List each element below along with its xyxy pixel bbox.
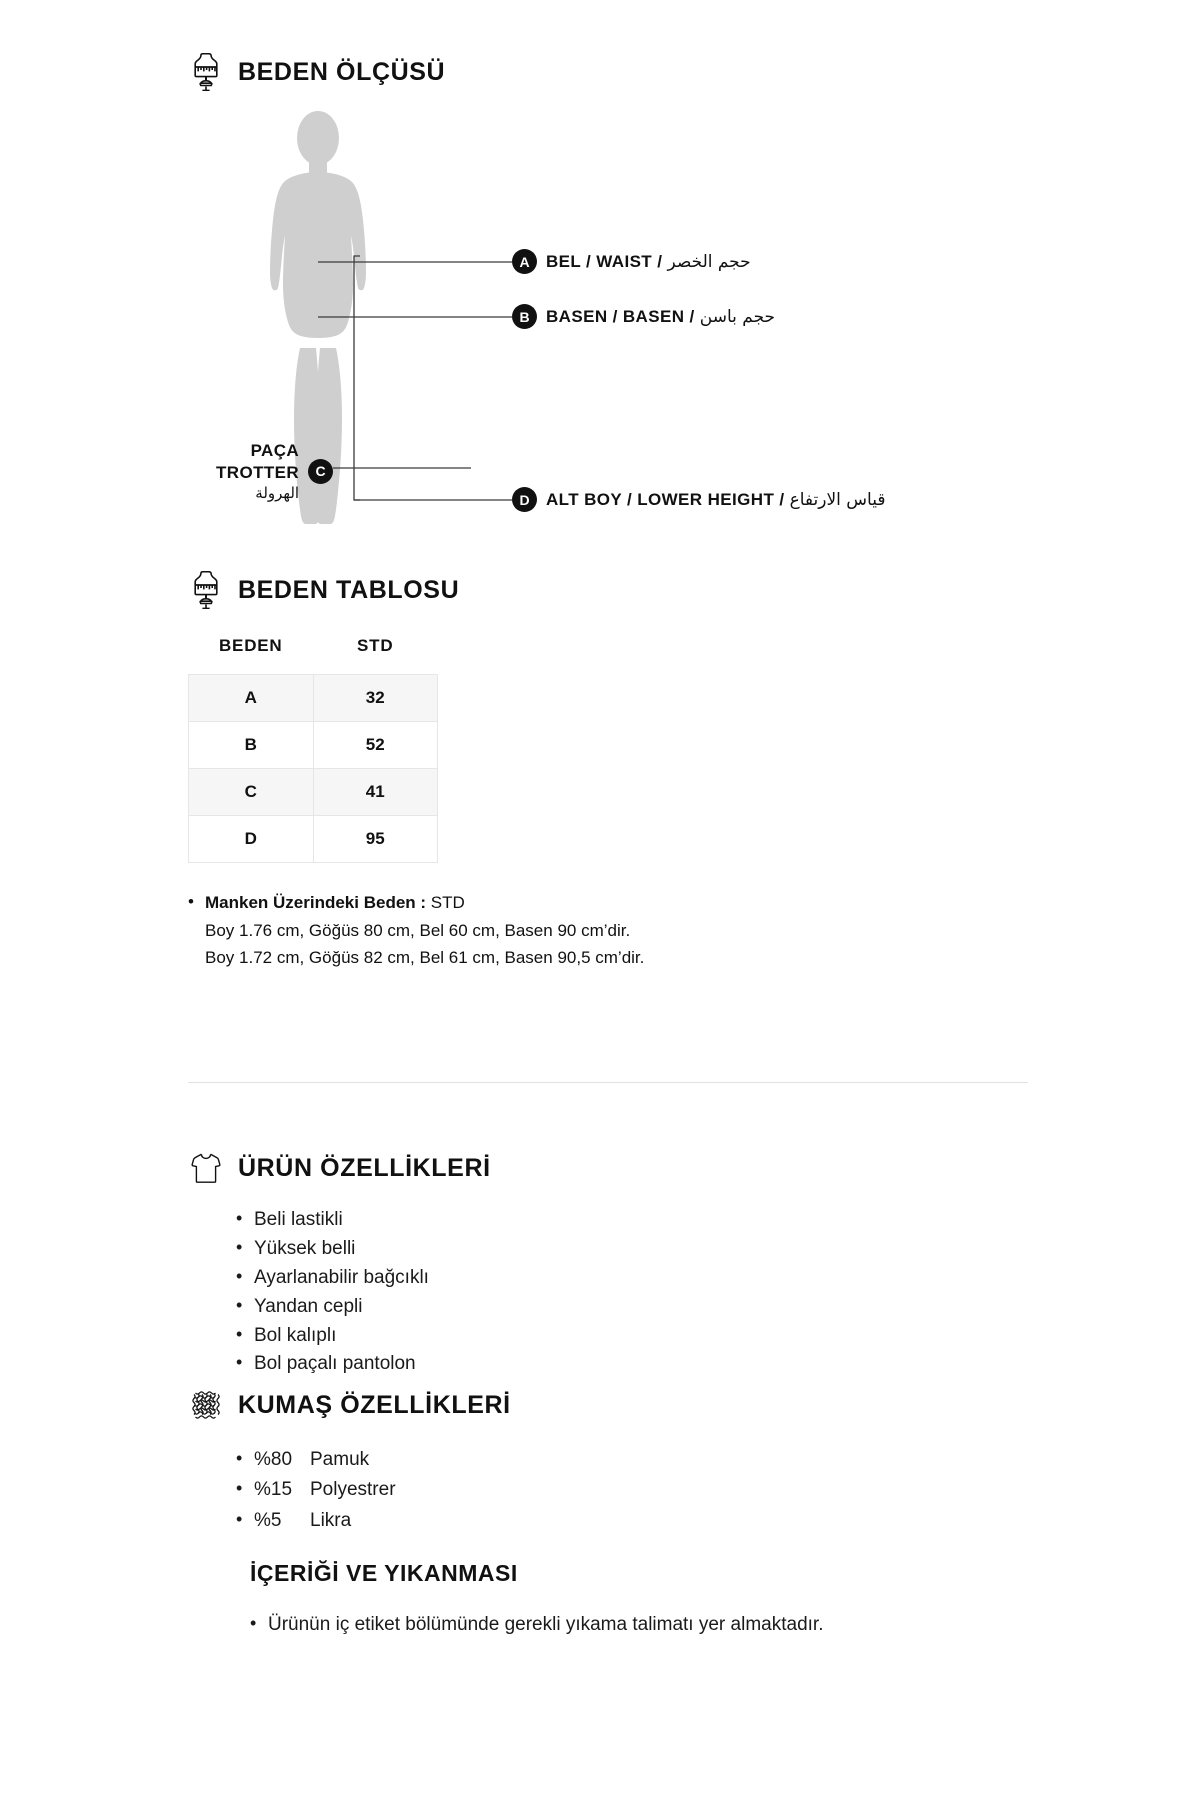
- callout-c-line2: TROTTER: [216, 462, 300, 482]
- table-row: [189, 722, 438, 769]
- callout-a-arabic: حجم الخصر: [667, 251, 751, 272]
- tshirt-icon: [188, 1148, 224, 1188]
- callout-c-line1: PAÇA: [250, 441, 300, 460]
- product-features-title: ÜRÜN ÖZELLİKLERİ: [238, 1153, 491, 1182]
- callout-c-label: [216, 440, 299, 503]
- cell-beden: B: [189, 722, 314, 769]
- fabric-name: Likra: [310, 1509, 352, 1531]
- model-size-separator: :: [415, 893, 431, 912]
- callout-b-latin: BASEN / BASEN /: [546, 306, 695, 326]
- product-features-section: [188, 1148, 1128, 1379]
- size-measurement-title: BEDEN ÖLÇÜSÜ: [238, 57, 446, 86]
- list-item: • Yüksek belli: [236, 1235, 1128, 1264]
- badge-b: B: [512, 304, 537, 329]
- model-measure-line-1: Boy 1.76 cm, Göğüs 80 cm, Bel 60 cm, Basen 90 cm’dir.: [205, 920, 631, 940]
- badge-a: A: [512, 249, 537, 274]
- size-table-title: BEDEN TABLOSU: [238, 575, 460, 604]
- fabric-percent: • %5: [254, 1509, 282, 1531]
- model-size-label: Manken Üzerindeki Beden: [205, 893, 416, 912]
- fabric-name: Polyestrer: [310, 1479, 396, 1501]
- model-measurement-notes: [188, 889, 1128, 972]
- badge-d: D: [512, 487, 537, 512]
- fabric-composition-list: [188, 1445, 1128, 1536]
- list-item: [236, 1475, 1128, 1505]
- care-instructions-title: İÇERİĞİ VE YIKANMASI: [250, 1560, 518, 1586]
- cell-std: 52: [313, 722, 438, 769]
- callout-d-lower-height: [512, 487, 885, 512]
- product-features-heading: [188, 1148, 1128, 1188]
- column-header-std: STD: [357, 636, 394, 655]
- callout-b-arabic: حجم باسن: [699, 306, 776, 327]
- callout-b-label: [546, 307, 775, 327]
- model-measure-line-2: Boy 1.72 cm, Göğüs 82 cm, Bel 61 cm, Basen 90,5 cm’dir.: [205, 948, 645, 968]
- callout-b-hips: [512, 304, 775, 329]
- callout-a-latin: BEL / WAIST /: [546, 251, 663, 271]
- product-features-list: [188, 1206, 1128, 1379]
- care-instructions-list: [250, 1611, 1010, 1640]
- fabric-percent: • %15: [254, 1479, 293, 1501]
- fabric-name: Pamuk: [310, 1449, 370, 1470]
- fabric-properties-title: KUMAŞ ÖZELLİKLERİ: [238, 1390, 511, 1419]
- list-item: • Yandan cepli: [236, 1293, 1128, 1322]
- list-item: • Beli lastikli: [236, 1206, 1128, 1235]
- list-item: • Ürünün iç etiket bölümünde gerekli yıkama talimatı yer almaktadır.: [250, 1611, 850, 1640]
- callout-a-waist: [512, 249, 751, 274]
- callout-c-arabic: الهرولة: [255, 483, 300, 502]
- callout-d-label: [546, 490, 885, 510]
- table-row: [189, 816, 438, 863]
- cell-beden: D: [189, 816, 314, 863]
- cell-std: 41: [313, 769, 438, 816]
- list-item: • Ayarlanabilir bağcıklı: [236, 1264, 1128, 1293]
- list-item: [236, 1506, 1128, 1536]
- cell-std: 32: [313, 675, 438, 722]
- fabric-percent: • %80: [254, 1449, 293, 1470]
- mannequin-tape-icon: [188, 570, 224, 610]
- list-item: • Bol paçalı pantolon: [236, 1350, 1128, 1379]
- fabric-properties-heading: [188, 1385, 1128, 1425]
- list-item: • Bol kalıplı: [236, 1322, 1128, 1351]
- size-measurement-section: [188, 52, 1128, 540]
- table-row: [189, 769, 438, 816]
- mannequin-diagram: [188, 110, 1128, 540]
- callout-c-trotter: [216, 440, 333, 503]
- model-size-value: STD: [430, 893, 465, 912]
- cell-std: 95: [313, 816, 438, 863]
- size-table-section: [188, 570, 1128, 972]
- mannequin-tape-icon: [188, 52, 224, 92]
- callout-d-latin: ALT BOY / LOWER HEIGHT /: [546, 489, 785, 509]
- section-divider: [188, 1082, 1028, 1083]
- table-header-row: [189, 636, 438, 675]
- care-instructions-section: [250, 1560, 1010, 1640]
- column-header-beden: BEDEN: [218, 636, 283, 655]
- callout-a-label: [546, 252, 751, 272]
- size-measurement-heading: [188, 52, 1128, 92]
- fabric-properties-section: [188, 1385, 1128, 1536]
- model-size-note: [188, 889, 1128, 917]
- size-table: [188, 636, 438, 863]
- cell-beden: A: [189, 675, 314, 722]
- list-item: [236, 1445, 1128, 1475]
- table-row: [189, 675, 438, 722]
- fabric-weave-icon: [188, 1385, 224, 1425]
- size-table-heading: [188, 570, 1128, 610]
- cell-beden: C: [189, 769, 314, 816]
- badge-c: C: [308, 459, 333, 484]
- callout-d-arabic: قياس الارتفاع: [789, 489, 886, 510]
